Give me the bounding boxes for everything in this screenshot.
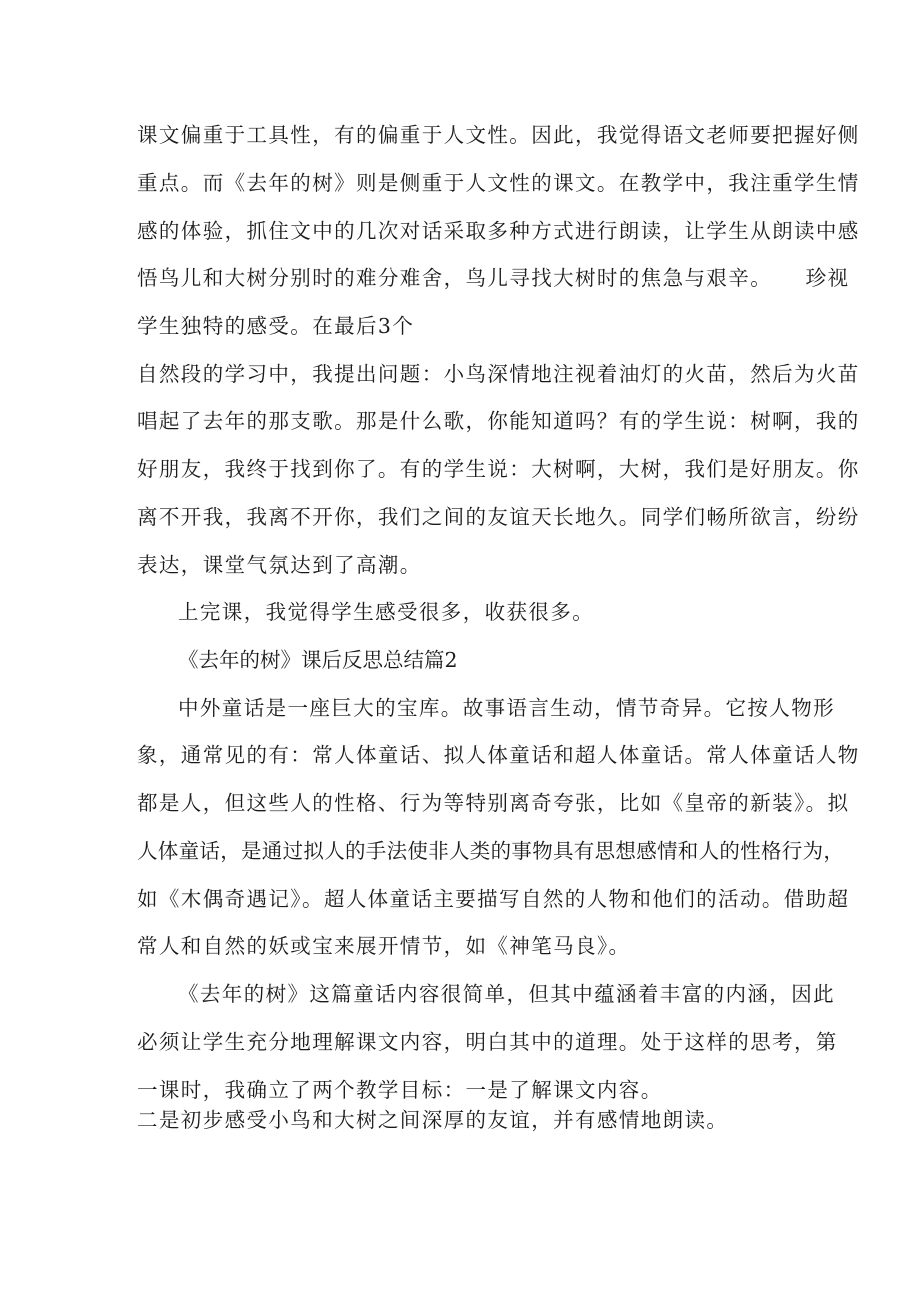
paragraph-line: 表达，课堂气氛达到了高潮。 (137, 553, 422, 577)
section-heading: 《去年的树》课后反思总结篇2 (178, 648, 458, 672)
paragraph-line: 《去年的树》这篇童话内容很简单，但其中蕴涵着丰富的内涵，因此 (178, 982, 835, 1006)
paragraph-line: 感的体验，抓住文中的几次对话采取多种方式进行朗读，让学生从朗读中感 (137, 219, 860, 243)
paragraph-line: 自然段的学习中，我提出问题：小鸟深情地注视着油灯的火苗，然后为火苗 (137, 362, 860, 386)
paragraph-line: 唱起了去年的那支歌。那是什么歌，你能知道吗？有的学生说：树啊，我的 (137, 409, 860, 433)
paragraph-line: 上完课，我觉得学生感受很多，收获很多。 (178, 600, 595, 624)
paragraph-line: 人体童话，是通过拟人的手法使非人类的事物具有思想感情和人的性格行为， (137, 839, 845, 863)
paragraph-line: 好朋友，我终于找到你了。有的学生说：大树啊，大树，我们是好朋友。你 (137, 457, 860, 481)
paragraph-line: 课文偏重于工具性，有的偏重于人文性。因此，我觉得语文老师要把握好侧 (137, 123, 860, 147)
paragraph-line: 重点。而《去年的树》则是侧重于人文性的课文。在教学中，我注重学生情 (137, 171, 860, 195)
paragraph-line: 一课时，我确立了两个教学目标：一是了解课文内容。 (137, 1078, 663, 1102)
paragraph-line: 必须让学生充分地理解课文内容，明白其中的道理。处于这样的思考，第 (137, 1030, 838, 1054)
paragraph-line: 学生独特的感受。在最后3个 (137, 314, 415, 338)
paragraph-line: 常人和自然的妖或宝来展开情节，如《神笔马良》。 (137, 934, 631, 958)
paragraph-line: 如《木偶奇遇记》。超人体童话主要描写自然的人物和他们的活动。借助超 (137, 887, 850, 911)
paragraph-line: 都是人，但这些人的性格、行为等特别离奇夸张，比如《皇帝的新装》。拟 (137, 791, 850, 815)
paragraph-line: 离不开我，我离不开你，我们之间的友谊天长地久。同学们畅所欲言，纷纷 (137, 505, 860, 529)
paragraph-line: 象，通常见的有：常人体童话、拟人体童话和超人体童话。常人体童话人物 (137, 743, 860, 767)
paragraph-line: 二是初步感受小鸟和大树之间深厚的友谊，并有感情地朗读。 (137, 1108, 729, 1132)
paragraph-line: 中外童话是一座巨大的宝库。故事语言生动，情节奇异。它按人物形 (178, 696, 835, 720)
paragraph-line: 悟鸟儿和大树分别时的难分难舍，鸟儿寻找大树时的焦急与艰辛。 珍视 (137, 266, 850, 290)
